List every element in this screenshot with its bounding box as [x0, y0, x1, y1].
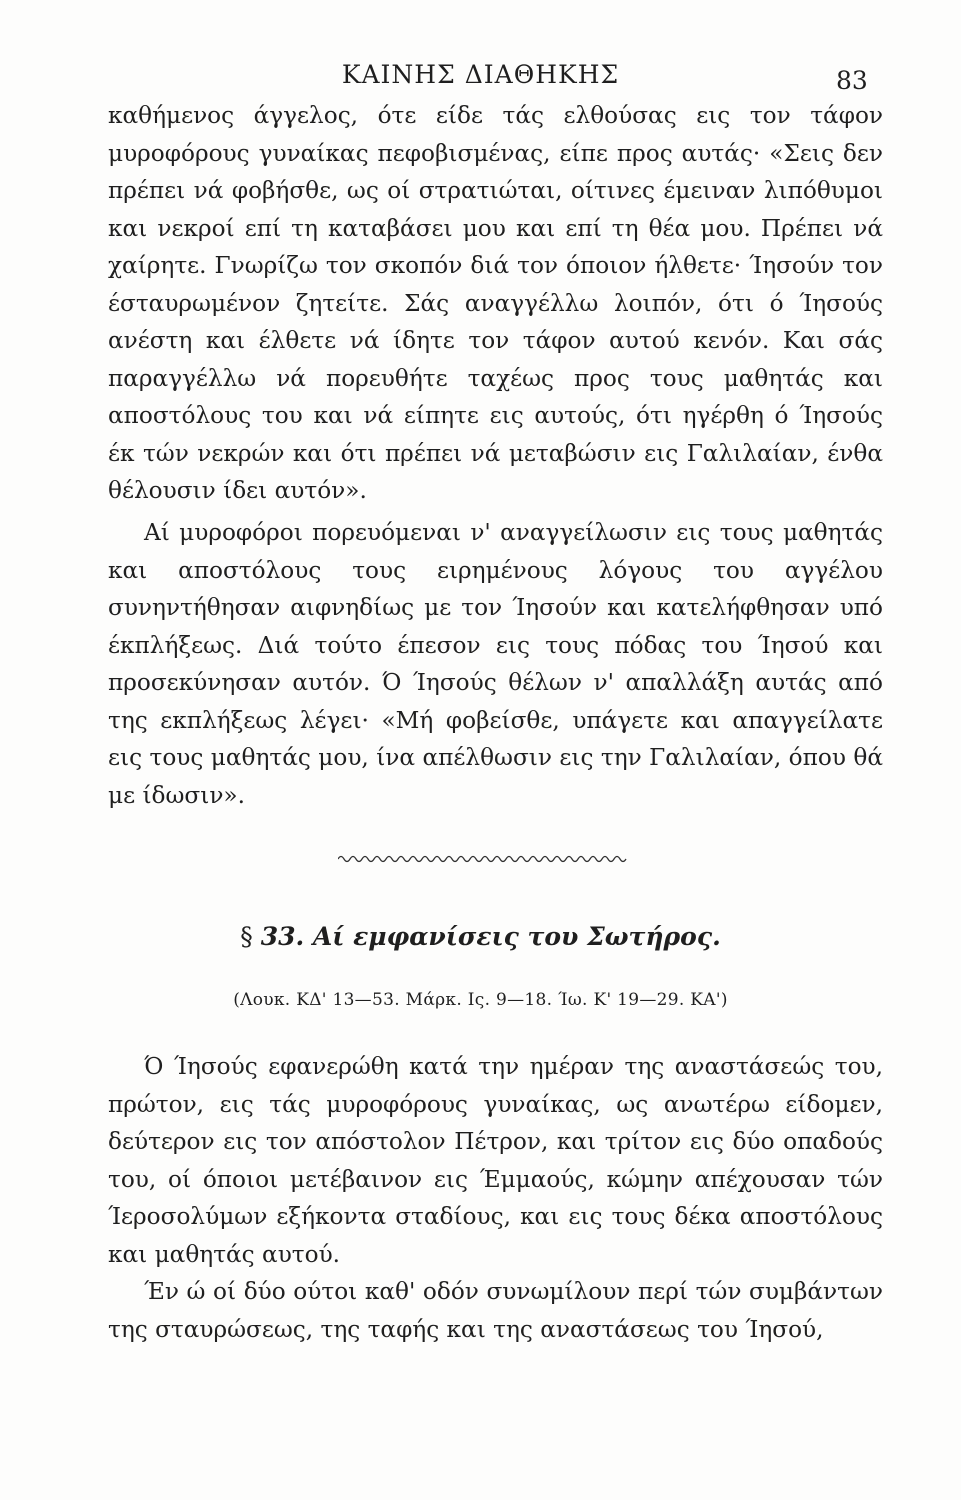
section-symbol: § [240, 922, 253, 951]
scripture-references: (Λουκ. ΚΔ' 13—53. Μάρκ. Ις. 9—18. Ίω. Κ' 19—29. ΚΑ') [233, 990, 728, 1010]
paragraph: Αί μυροφόροι πορευόμεναι ν' αναγγείλωσιν εις τους μαθητάς και αποστόλους τους ειρημένους λόγους του αγγέλου συνηντήθησαν αιφνηδίως με τον Ίησούν και κατελήφθησαν υπό έκπλήξεως. Διά τούτο έπεσον εις τους πόδας του Ίησού και προσεκύνησαν αυτόν. Ό Ίησούς θέλων ν' απαλλάξη αυτάς από της εκπλήξεως λέγει· «Μή φοβείσθε, υπάγετε και απαγγείλατε εις τους μαθητάς μου, ίνα απέλθωσιν εις την Γαλιλαίαν, όπου θά με ίδωσιν». [108, 519, 883, 809]
text-block-top [108, 97, 883, 510]
wavy-divider-ornament [338, 852, 628, 866]
paragraph: Έν ώ οί δύο ούτοι καθ' οδόν συνωμίλουν περί τών συμβάντων της σταυρώσεως, της ταφής και της αναστάσεως του Ίησού, [108, 1278, 883, 1343]
running-head: ΚΑΙΝΗΣ ΔΙΑΘΗΚΗΣ [341, 60, 620, 89]
page-number: 83 [836, 66, 868, 95]
text-block-middle [108, 514, 883, 814]
paragraph: Ό Ίησούς εφανερώθη κατά την ημέραν της αναστάσεώς του, πρώτον, εις τάς μυροφόρους γυναίκας, ως ανωτέρω είδομεν, δεύτερον εις τον απόστολον Πέτρον, και τρίτον εις δύο οπαδούς του, οί όποιοι μετέβαινον εις Έμμαούς, κώμην απέχουσαν τών Ίεροσολύμων εξήκοντα σταδίους, και εις τους δέκα αποστόλους και μαθητάς αυτού. [108, 1053, 883, 1268]
paragraph: καθήμενος άγγελος, ότε είδε τάς ελθούσας εις τον τάφον μυροφόρους γυναίκας πεφοβισμένας, είπε προς αυτάς· «Σεις δεν πρέπει νά φοβήσθε, ως οί στρατιώται, οίτινες έμειναν λιπόθυμοι και νεκροί επί τη καταβάσει μου και επί τη θέα μου. Πρέπει νά χαίρητε. Γνωρίζω τον σκοπόν διά τον όποιον ήλθετε· Ίησούν τον έσταυρωμένον ζητείτε. Σάς αναγγέλλω λοιπόν, ότι ό Ίησούς ανέστη και έλθετε νά ίδητε τον τάφον αυτού κενόν. Και σάς παραγγέλλω νά πορευθήτε ταχέως προς τους μαθητάς και αποστόλους του και νά είπητε εις αυτούς, ότι ηγέρθη ό Ίησούς έκ τών νεκρών και ότι πρέπει νά μεταβώσιν εις Γαλιλαίαν, ένθα θέλουσιν ίδει αυτόν». [108, 102, 883, 504]
section-heading [0, 922, 961, 951]
text-block-bottom [108, 1048, 883, 1348]
section-title: 33. Αί εμφανίσεις του Σωτήρος. [260, 922, 721, 951]
